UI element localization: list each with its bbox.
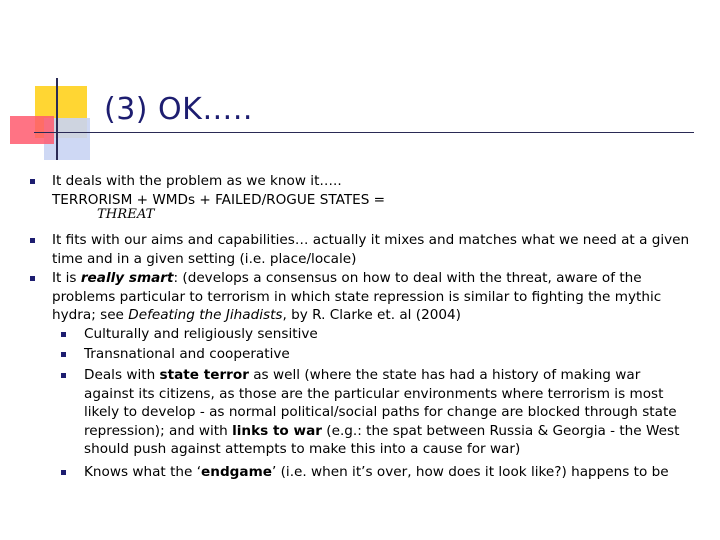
bullet-3 [52, 269, 692, 325]
sub-bullet-2: Transnational and cooperative [84, 346, 290, 362]
bullet-1-line-1: It deals with the problem as we know it….. [52, 173, 342, 189]
book-title: Defeating the Jihadists [128, 307, 283, 324]
sub-bullet-3-text-c: as well (where the state has had a history of making war against its citizens, as those are the particular environments where terrorism is most likely to develop - as normal political/social paths for change are blocked through state repression); and with [84, 367, 677, 439]
decor-red-square [10, 116, 54, 144]
bullet-3-middle: : (develops a consensus on how to deal with the threat, aware of the problems particular to terrorism in which state repression is similar to fighting the mythic hydra; see [52, 270, 662, 324]
sub-bullet-1: Culturally and religiously sensitive [84, 326, 318, 342]
sub-bullet-marker [61, 352, 66, 357]
endgame-term: endgame [201, 464, 272, 480]
sub-bullet-4 [84, 463, 692, 482]
sub-bullet-3-text-a: Deals with [84, 367, 160, 383]
bullet-marker [30, 276, 35, 281]
title-rule [34, 132, 694, 133]
sub-bullet-marker [61, 373, 66, 378]
bullet-3-suffix: , by R. Clarke et. al (2004) [282, 307, 461, 324]
state-terror-term: state terror [159, 367, 249, 383]
sub-bullet-4-text-c: ’ (i.e. when it’s over, how does it look like?) happens to be [271, 464, 669, 480]
bullet-1-line-2: TERRORISM + WMDs + FAILED/ROGUE STATES = [52, 191, 386, 208]
sub-bullet-3 [84, 366, 692, 459]
sub-bullet-marker [61, 470, 66, 475]
bullet-3-prefix: It is [52, 270, 81, 286]
sub-bullet-3-text-e: (e.g.: the spat between Russia & Georgia - the West should push against attempts to make this into a cause for war) [84, 422, 680, 458]
slide-title: (3) OK….. [104, 92, 253, 127]
sub-bullet-marker [61, 332, 66, 337]
links-to-war-term: links to war [232, 422, 322, 439]
decor-vertical-line [56, 78, 58, 160]
bullet-1 [52, 172, 692, 225]
bullet-marker [30, 179, 35, 184]
bullet-1-line-3: THREAT [97, 207, 155, 223]
bullet-3-emphasis: really smart [80, 270, 174, 286]
sub-bullet-4-text-a: Knows what the ‘ [84, 464, 202, 480]
bullet-2: It fits with our aims and capabilities… actually it mixes and matches what we need at a given time and in a given setting (i.e. place/locale) [52, 232, 690, 267]
bullet-marker [30, 238, 35, 243]
